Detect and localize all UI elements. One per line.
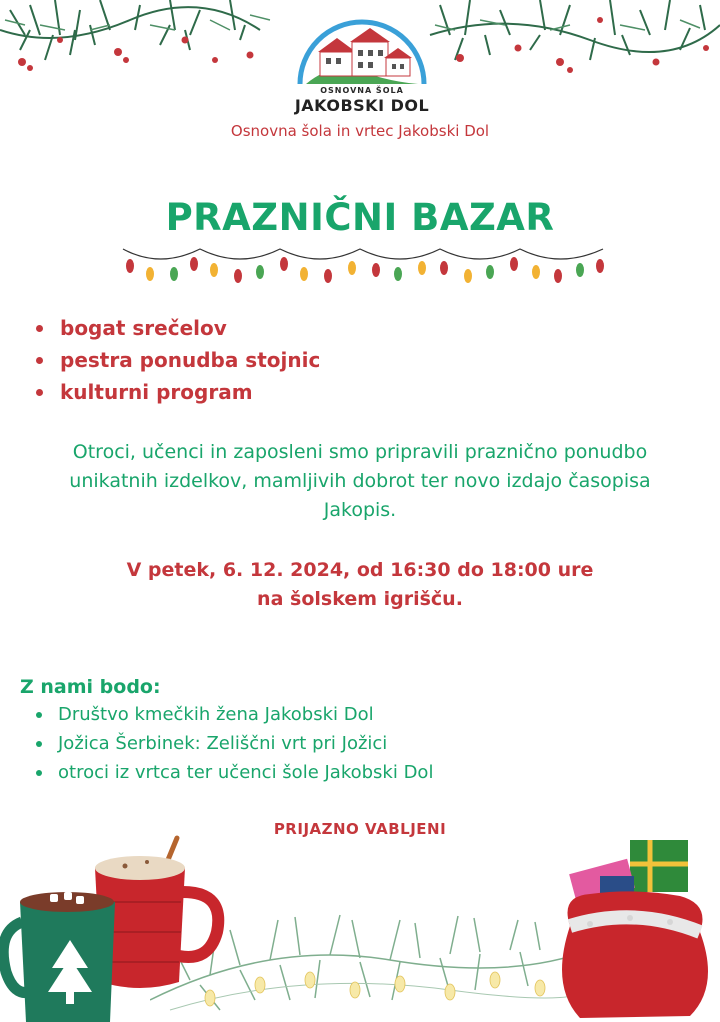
bullet-icon bbox=[36, 712, 42, 718]
event-details bbox=[0, 556, 720, 614]
pine-garland-right-icon bbox=[420, 0, 720, 90]
page-title: PRAZNIČNI BAZAR bbox=[165, 196, 555, 239]
organizer-subtitle: Osnovna šola in vrtec Jakobski Dol bbox=[230, 122, 490, 140]
gift-sack-icon bbox=[550, 836, 720, 1022]
intro-line: Jakopis. bbox=[323, 499, 397, 521]
guests-heading: Z nami bodo: bbox=[20, 676, 161, 698]
bullet-icon bbox=[36, 770, 42, 776]
list-item-label: Društvo kmečkih žena Jakobski Dol bbox=[58, 704, 374, 725]
list-item-label: kulturni program bbox=[60, 380, 253, 404]
intro-line: Otroci, učenci in zaposleni smo pripravili praznično ponudbo bbox=[72, 441, 648, 463]
list-item-label: Jožica Šerbinek: Zeliščni vrt pri Jožici bbox=[58, 733, 388, 754]
closing-invitation: PRIJAZNO VABLJENI bbox=[273, 820, 447, 838]
bullet-icon bbox=[36, 741, 42, 747]
list-item bbox=[36, 312, 320, 344]
list-item bbox=[36, 344, 320, 376]
event-location: na šolskem igrišču. bbox=[257, 588, 463, 610]
list-item bbox=[36, 700, 433, 729]
bullet-icon bbox=[36, 357, 43, 364]
list-item-label: otroci iz vrtca ter učenci šole Jakobski Dol bbox=[58, 762, 434, 783]
school-logo bbox=[292, 14, 432, 115]
string-lights-icon bbox=[118, 244, 608, 298]
list-item bbox=[36, 729, 433, 758]
list-item bbox=[36, 376, 320, 408]
intro-paragraph bbox=[20, 438, 700, 525]
school-building-icon bbox=[292, 14, 432, 86]
logo-kicker: OSNOVNA ŠOLA bbox=[320, 86, 404, 95]
logo-name: JAKOBSKI DOL bbox=[294, 96, 430, 115]
guests-list bbox=[36, 700, 433, 787]
event-date-time: V petek, 6. 12. 2024, od 16:30 do 18:00 ure bbox=[126, 559, 594, 581]
list-item-label: bogat srečelov bbox=[60, 316, 227, 340]
list-item bbox=[36, 758, 433, 787]
pine-garland-left-icon bbox=[0, 0, 290, 90]
bullet-icon bbox=[36, 325, 43, 332]
intro-line: unikatnih izdelkov, mamljivih dobrot ter novo izdajo časopisa bbox=[69, 470, 651, 492]
bullet-icon bbox=[36, 389, 43, 396]
green-mug-icon bbox=[0, 882, 140, 1022]
highlights-list bbox=[36, 312, 320, 408]
list-item-label: pestra ponudba stojnic bbox=[60, 348, 321, 372]
